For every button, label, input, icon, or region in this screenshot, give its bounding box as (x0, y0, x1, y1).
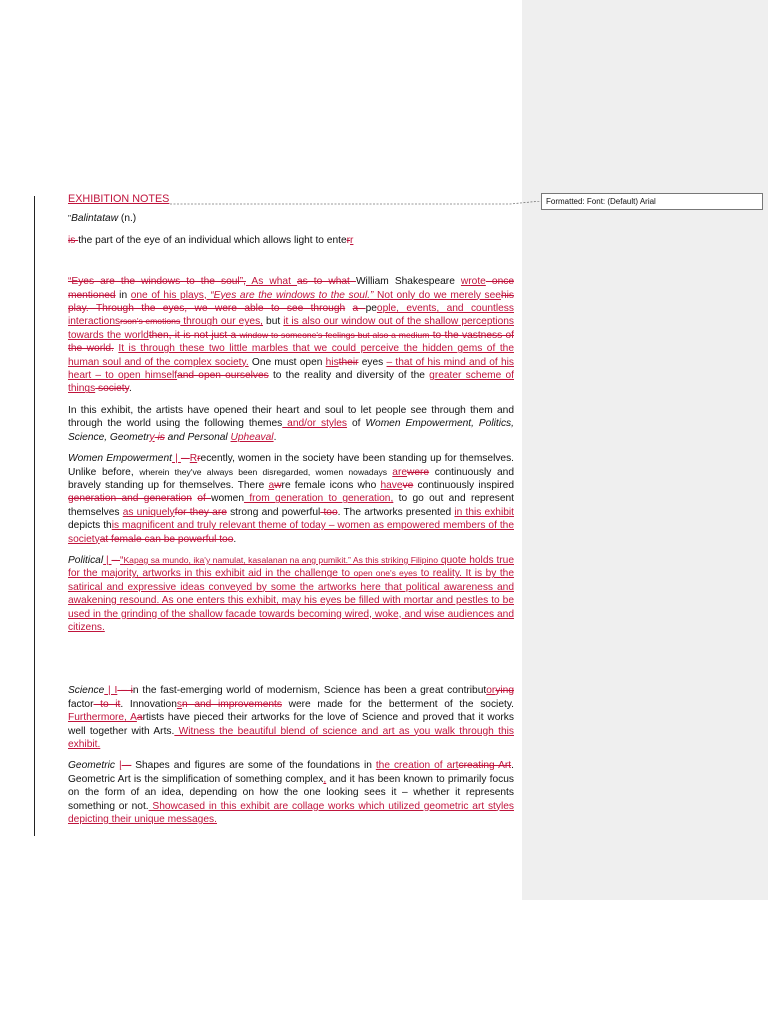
doc-title: EXHIBITION NOTES (68, 193, 170, 205)
inserted-text: quote holds true for the majority, artworks in this exhibit aid in the challenge to (68, 554, 514, 580)
deleted-text: – i (117, 685, 133, 697)
term-word: Balintataw (71, 213, 119, 225)
text-run: eyes (358, 356, 387, 368)
italic-run: Science (68, 685, 105, 697)
text-run: depicts th (68, 520, 112, 532)
inserted-text: Not only do we merely see (373, 289, 501, 301)
deleted-text: r (197, 453, 201, 465)
inserted-text: It is through these two little marbles that we could perceive the hidden gems of the human soul and of the complex society. (68, 343, 514, 368)
science-paragraph (68, 684, 514, 751)
deleted-text: to the vastness of the world. (68, 329, 514, 355)
inserted-text: greater scheme of things (68, 370, 515, 395)
inserted-text: | (118, 760, 122, 772)
inserted-text: his (325, 356, 339, 368)
text-run: In this exhibit, the artists have opened their heart and soul to let people see through them and through the world using the following themes (68, 404, 514, 430)
inserted-text: have (380, 479, 403, 491)
deleted-text: for they are (174, 506, 227, 518)
text-run: continuously and bravely standing up for themselves. There (68, 466, 515, 491)
text-run: rtists have pieced their artworks for the love of Science and proved that it works well together with Arts. (68, 712, 514, 737)
text-run: but (263, 316, 284, 328)
text-run: . Innovation (120, 698, 177, 710)
deleted-text: rson's emotions (120, 316, 181, 327)
text-run: continuously inspired (413, 479, 514, 491)
deleted-text: is (68, 234, 79, 246)
text-run: strong and powerful (226, 506, 321, 518)
themes-paragraph (68, 404, 514, 444)
political-paragraph (68, 554, 514, 634)
inserted-text: Upheaval (230, 431, 274, 443)
inserted-text: open one's eyes (353, 568, 418, 579)
text-run: William Shakespeare (355, 276, 461, 288)
inserted-text: As what (245, 276, 297, 288)
inserted-text: one of his plays, (130, 289, 211, 301)
deleted-text: their (338, 356, 359, 368)
text-run: pe (365, 303, 377, 315)
deleted-text: a (136, 712, 143, 724)
inserted-text: is magnificent and truly relevant theme of today – women as empowered members of the society (68, 520, 514, 545)
italic-run: and Personal (164, 431, 231, 443)
inserted-text: in this exhibit (454, 506, 514, 518)
document-body[interactable] (68, 193, 514, 826)
deleted-text: ve (402, 479, 414, 491)
text-run: . (233, 533, 237, 545)
deleted-text: a (352, 303, 366, 315)
deleted-text: is (154, 431, 165, 443)
deleted-text: – (180, 453, 190, 465)
text-run: and it has been known to primarily focus on the form of an idea, depending on how the one looking sees it – whether it represents something or not. (68, 773, 514, 812)
deleted-text: once mentioned (68, 276, 514, 301)
markup-margin-pane (522, 0, 768, 900)
inserted-text: the creation of art (375, 760, 459, 772)
change-bar (34, 196, 35, 836)
text-run: were made for the betterment of the society. (281, 698, 514, 710)
women-empowerment-paragraph (68, 452, 514, 546)
inserted-text: a (268, 479, 275, 491)
text-run: . Geometric Art is the simplification of something complex (68, 760, 514, 785)
inserted-text: , (323, 773, 327, 785)
inserted-text: | (171, 453, 181, 465)
text-run: n the fast-emerging world of modernism, Science has been a great contribut (132, 685, 487, 697)
deleted-text: to it (93, 698, 121, 710)
inserted-text: to reality. It is by the satirical and expressive ideas conveyed by some the artworks here that political awareness and awakening resound. As one enters this exhibit, may his eyes be filled with mortar and pestles to be used in the grinding of the shallow facade towards becoming wired, woke, and wise audiences and citizens. (68, 568, 515, 633)
deleted-text: – (111, 554, 121, 566)
deleted-text: “Eyes are the windows to the soul”, (68, 276, 246, 288)
term-definition (68, 234, 514, 247)
deleted-text: generation and generation (68, 493, 192, 505)
inserted-text: s (176, 698, 182, 710)
text-run: One must open (248, 356, 326, 368)
inserted-text: R (189, 453, 198, 465)
inserted-text: Furthermore, A (68, 712, 137, 724)
inserted-text: Kapag sa mundo, ika'y namulat, kasalanan na ang pumikit.” As this striking Filipino (123, 554, 438, 565)
text-run: factor (68, 698, 94, 710)
inserted-text: or (486, 685, 496, 697)
text-run: in (115, 289, 131, 301)
inserted-text: Witness the beautiful blend of science and art as you walk through this exhibit. (68, 725, 514, 750)
deleted-text: his play. Through the eyes, we were able to see through (68, 289, 514, 315)
text-run: . (273, 431, 277, 443)
inserted-text: – that of his mind and of his heart – to open himself (68, 356, 514, 382)
geometric-paragraph (68, 759, 514, 826)
inserted-text: | I (104, 685, 118, 697)
inserted-text: wrote (460, 276, 486, 288)
text-run: ecently, women in the society have been standing up for themselves. Unlike before, (68, 453, 515, 478)
inserted-text: ople, events, and countless interactions (68, 303, 514, 328)
deleted-text: creating Art (458, 760, 512, 772)
deleted-text: were (407, 466, 430, 478)
text-run: women (211, 493, 244, 505)
term-pos: (n.) (120, 213, 137, 225)
comment-text: Formatted: Font: (Default) Arial (546, 197, 656, 206)
italic-run: Political (68, 554, 104, 566)
text-run: wherein they've always been disregarded, women nowadays (139, 466, 393, 477)
inserted-text: y (149, 431, 155, 443)
deleted-text: window to someone's feelings but also a medium (239, 329, 430, 340)
text-run: re female icons who (281, 479, 381, 491)
deleted-text: at female can be powerful too (99, 533, 234, 545)
text-run: of (347, 418, 366, 430)
intro-paragraph (68, 275, 514, 396)
deleted-text: – (121, 760, 132, 772)
inserted-text: and/or styles (282, 418, 348, 430)
definition-text: the part of the eye of an individual which allows light to ente (78, 234, 347, 246)
italic-run: Geometric (68, 760, 115, 772)
italic-run: Women Empowerment (68, 453, 172, 465)
inserted-text: Showcased in this exhibit are collage works which utilized geometric art styles depicting their unique messages. (68, 800, 514, 826)
inserted-text: “ (120, 554, 124, 566)
italic-run: Women Empowerment, Politics, Science, Geometr (68, 418, 514, 443)
deleted-text: w (274, 479, 282, 491)
inserted-text: it is also our window out of the shallow perceptions towards the world (68, 316, 514, 341)
deleted-text: of (197, 493, 212, 505)
deleted-text: ying (495, 685, 514, 697)
inserted-text: r (350, 234, 354, 246)
inserted-text: are (392, 466, 408, 478)
term-quote-mark: " (68, 213, 72, 224)
text-run: . (128, 383, 132, 395)
inserted-text: from generation to generation, (243, 493, 394, 505)
deleted-text: then, it is not just a (148, 329, 240, 341)
deleted-text: n and improvements (182, 698, 282, 710)
deleted-text: society (95, 383, 129, 395)
deleted-text: too (320, 506, 338, 518)
text-run: to go out and represent themselves (68, 493, 514, 518)
deleted-text: and open ourselves (177, 370, 269, 382)
text-run (345, 303, 352, 314)
term-heading (68, 212, 514, 225)
inserted-text: through our eyes, (180, 316, 264, 328)
inserted-text: “Eyes are the windows to the soul.” (210, 289, 374, 301)
text-run: . The artworks presented (337, 506, 455, 518)
deleted-text: as to what (296, 276, 356, 288)
deleted-text: r (346, 234, 351, 246)
inserted-text: | (103, 554, 112, 566)
format-comment-balloon[interactable] (541, 193, 763, 210)
inserted-text: as uniquely (122, 506, 175, 518)
doc-title-paragraph (68, 193, 514, 206)
text-run: to the reality and diversity of the (268, 370, 430, 382)
text-run: Shapes and figures are some of the foundations in (131, 760, 376, 772)
